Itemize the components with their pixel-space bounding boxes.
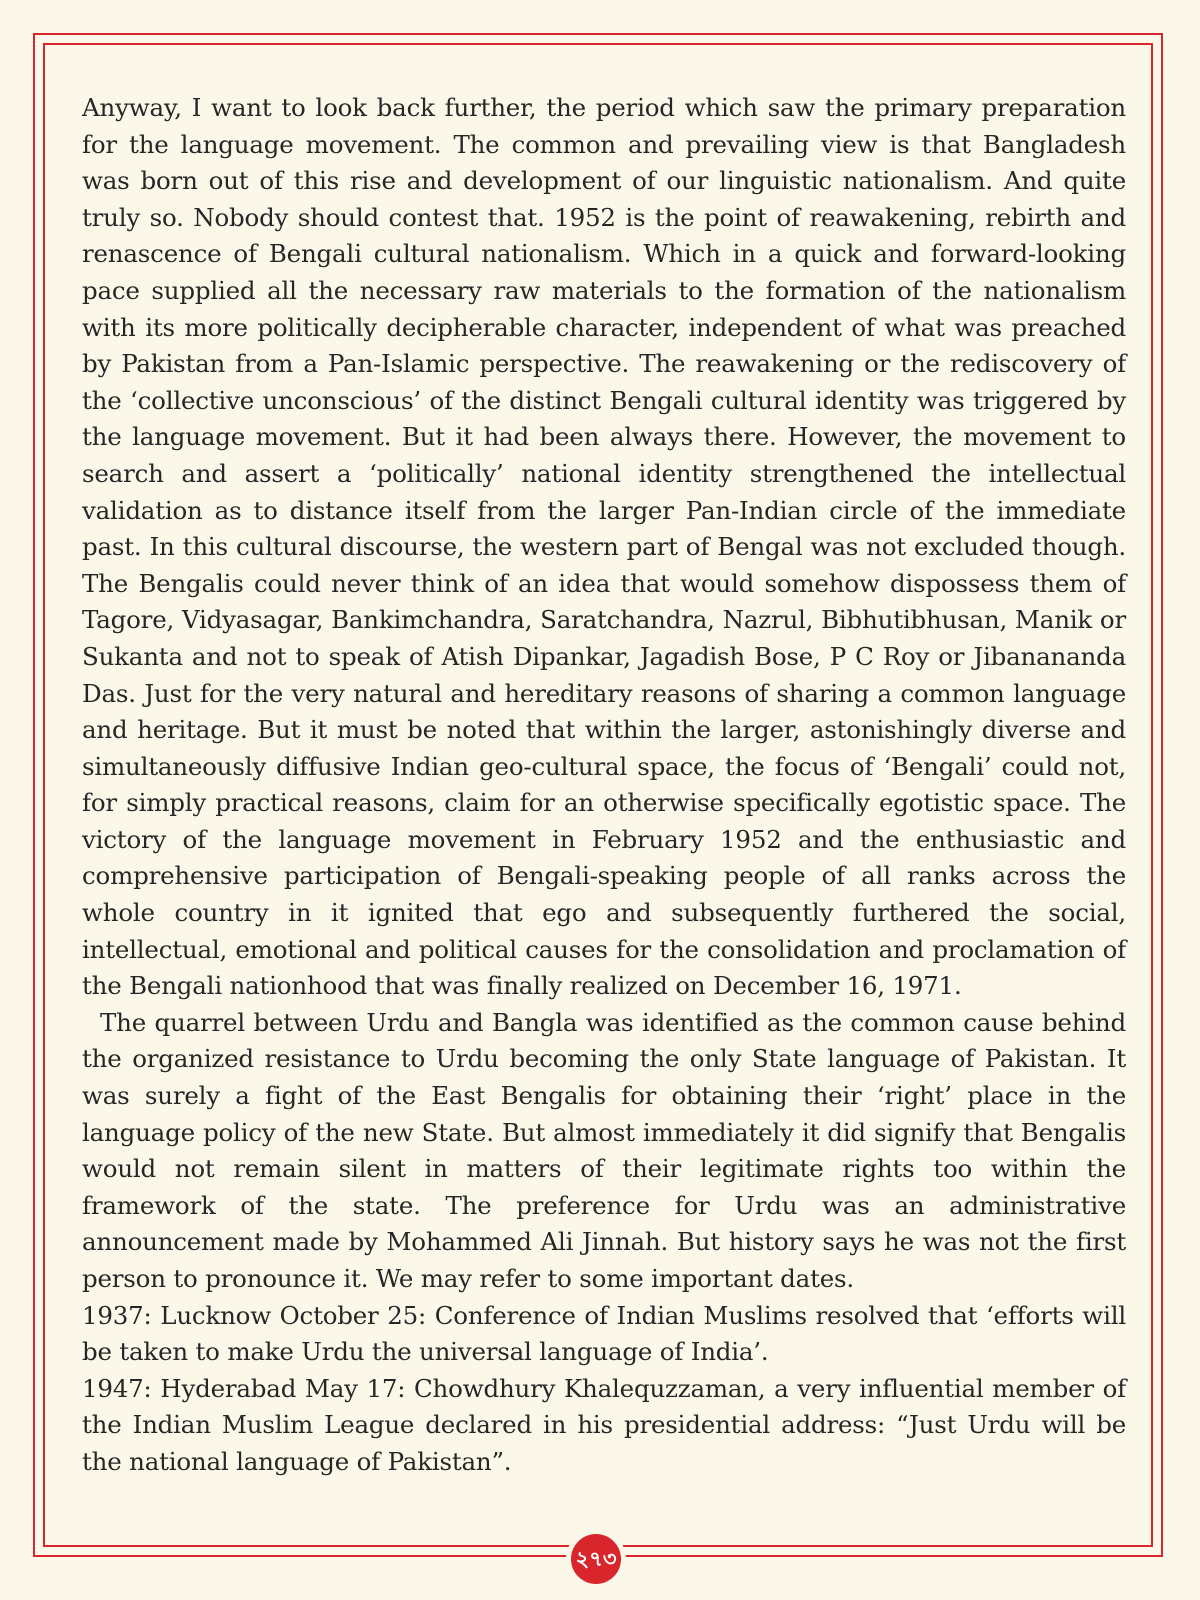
date-entry-1947: 1947: Hyderabad May 17: Chowdhury Khalequzzaman, a very influential member of the Indian Muslim League declared in his presidential address: “Just Urdu will be the national language of Pakistan”. xyxy=(82,1373,1126,1476)
page-number-badge: ২৭৩ xyxy=(571,1534,621,1584)
date-entry-1937: 1937: Lucknow October 25: Conference of Indian Muslims resolved that ‘efforts will be taken to make Urdu the universal language of India’. xyxy=(82,1300,1126,1367)
paragraph-language-movement: Anyway, I want to look back further, the period which saw the primary preparation for the language movement. The common and prevailing view is that Bangladesh was born out of this rise and development of our linguistic nationalism. And quite truly so. Nobody should contest that. 1952 is the point of reawakening, rebirth and renascence of Bengali cultural nationalism. Which in a quick and forward-looking pace supplied all the necessary raw materials to the formation of the nationalism with its more politically decipherable character, independent of what was preached by Pakistan from a Pan-Islamic perspective. The reawakening or the rediscovery of the ‘collective unconscious’ of the distinct Bengali cultural identity was triggered by the language movement. But it had been always there. However, the movement to search and assert a ‘politically’ national identity strengthened the intellectual validation as to distance itself from the larger Pan-Indian circle of the immediate past. In this cultural discourse, the western part of Bengal was not excluded though. The Bengalis could never think of an idea that would somehow dispossess them of Tagore, Vidyasagar, Bankimchandra, Saratchandra, Nazrul, Bibhutibhusan, Manik or Sukanta and not to speak of Atish Dipankar, Jagadish Bose, P C Roy or Jibanananda Das. Just for the very natural and hereditary reasons of sharing a common language and heritage. But it must be noted that within the larger, astonishingly diverse and simultaneously diffusive Indian geo-cultural space, the focus of ‘Bengali’ could not, for simply practical reasons, claim for an otherwise specifically egotistic space. The victory of the language movement in February 1952 and the enthusiastic and comprehensive participation of Bengali-speaking people of all ranks across the whole country in it ignited that ego and subsequently furthered the social, intellectual, emotional and political causes for the consolidation and proclamation of the Bengali nationhood that was finally realized on December 16, 1971. xyxy=(82,93,1126,1001)
paragraph-urdu-bangla-quarrel: The quarrel between Urdu and Bangla was identified as the common cause behind the organized resistance to Urdu becoming the only State language of Pakistan. It was surely a fight of the East Bengalis for obtaining their ‘right’ place in the language policy of the new State. But almost immediately it did signify that Bengalis would not remain silent in matters of their legitimate rights too within the framework of the state. The preference for Urdu was an administrative announcement made by Mohammed Ali Jinnah. But history says he was not the first person to pronounce it. We may refer to some important dates. xyxy=(82,1007,1126,1293)
body-text xyxy=(82,90,1126,1481)
